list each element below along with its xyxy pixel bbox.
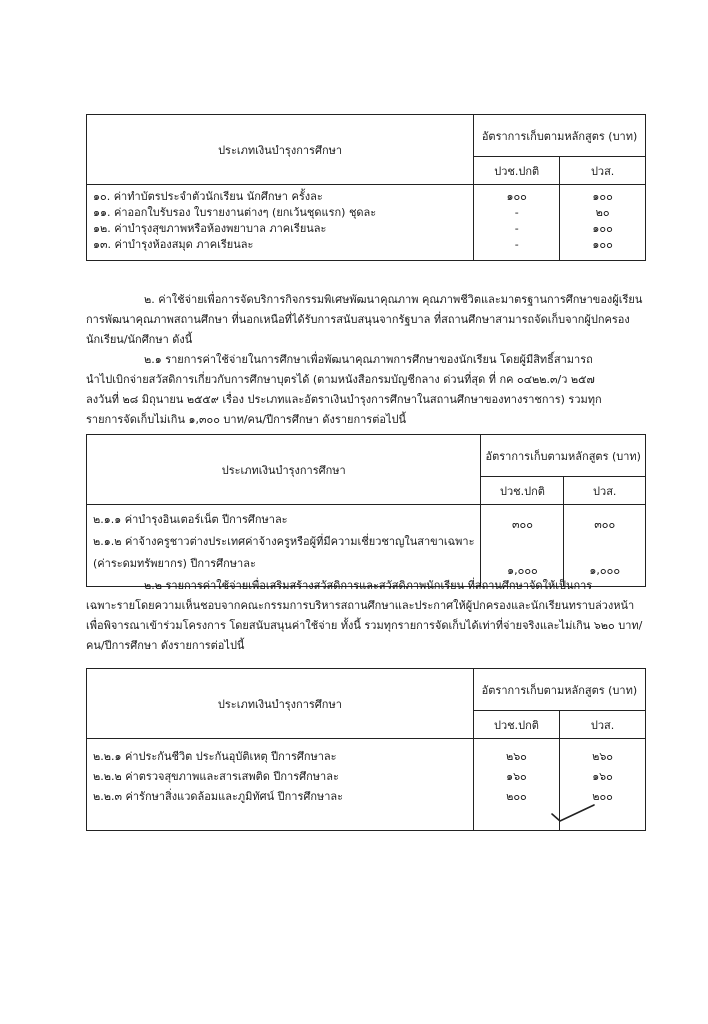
items-cell	[87, 185, 474, 261]
fee-table-1	[86, 114, 646, 261]
value: ๒๖๐	[505, 750, 527, 763]
paragraph-line: นักเรียน/นักศึกษา ดังนี้	[86, 333, 193, 346]
list-item: ๑๐. ค่าทำบัตรประจำตัวนักเรียน นักศึกษา ครั้งละ	[93, 190, 323, 203]
value: ๒๐	[595, 206, 610, 219]
paragraph-line: รายการจัดเก็บไม่เกิน ๑,๓๐๐ บาท/คน/ปีการศึกษา ดังรายการต่อไปนี้	[86, 413, 406, 426]
rate-column-header: อัตราการเก็บตามหลักสูตร (บาท)	[473, 669, 645, 711]
value: ๑๐๐	[592, 238, 613, 251]
paragraph-line: นำไปเบิกจ่ายสวัสดิการเกี่ยวกับการศึกษาบุตรได้ (ตามหนังสือกรมบัญชีกลาง ด่วนที่สุด ที่ กค ๐๔๒๒.๓/ว ๒๕๗	[86, 373, 595, 386]
section-2-paragraph	[86, 290, 646, 350]
paragraph-line: คน/ปีการศึกษา ดังรายการต่อไปนี้	[86, 639, 245, 652]
value: ๑๖๐	[506, 770, 527, 783]
checkmark-icon	[548, 802, 598, 824]
items-cell	[87, 739, 474, 831]
value: -	[514, 222, 519, 235]
pvs-column-header: ปวส.	[560, 711, 646, 739]
list-item: ๒.๑.๑ ค่าบำรุงอินเตอร์เน็ต ปีการศึกษาละ	[93, 513, 288, 526]
value: ๑๐๐	[592, 190, 613, 203]
paragraph-line: ๒.๑ รายการค่าใช้จ่ายในการศึกษาเพื่อพัฒนาคุณภาพการศึกษาของนักเรียน โดยผู้มีสิทธิ์สามารถ	[144, 353, 593, 366]
value: ๑๖๐	[592, 770, 613, 783]
paragraph-line: ๒.๒ รายการค่าใช้จ่ายเพื่อเสริมสร้างสวัสดิการและสวัสดิภาพนักเรียน ที่สถานศึกษาจัดให้เป็นการ	[144, 579, 593, 592]
section-2-2-paragraph	[86, 576, 646, 656]
value: -	[514, 238, 519, 251]
value: ๓๐๐	[511, 518, 533, 531]
pvs-column-header: ปวส.	[560, 157, 646, 185]
list-item: ๑๑. ค่าออกใบรับรอง ใบรายงานต่างๆ (ยกเว้นชุดแรก) ชุดละ	[93, 206, 377, 219]
value: ๒๐๐	[592, 790, 613, 803]
value: ๑๐๐	[592, 222, 613, 235]
normal-values-cell	[473, 739, 559, 831]
list-item: ๒.๒.๒ ค่าตรวจสุขภาพและสารเสพติด ปีการศึกษาละ	[93, 770, 339, 783]
section-2-1-paragraph	[86, 350, 646, 430]
list-item: ๒.๒.๑ ค่าประกันชีวิต ประกันอุบัติเหตุ ปีการศึกษาละ	[93, 750, 337, 763]
normal-column-header: ปวช.ปกติ	[473, 711, 559, 739]
paragraph-line: ลงวันที่ ๒๘ มิถุนายน ๒๕๕๙ เรื่อง ประเภทและอัตราเงินบำรุงการศึกษาในสถานศึกษาของทางราชการ) รวมทุก	[86, 393, 602, 406]
list-item: (ค่าระดมทรัพยากร) ปีการศึกษาละ	[93, 557, 256, 570]
type-column-header: ประเภทเงินบำรุงการศึกษา	[87, 669, 474, 739]
paragraph-line: เฉพาะรายโดยความเห็นชอบจากคณะกรรมการบริหารสถานศึกษาและประกาศให้ผู้ปกครองและนักเรียนทราบล่วงหน้า	[86, 599, 635, 612]
rate-column-header: อัตราการเก็บตามหลักสูตร (บาท)	[481, 435, 646, 477]
value: ๓๐๐	[594, 518, 616, 531]
type-column-header: ประเภทเงินบำรุงการศึกษา	[87, 435, 481, 505]
paragraph-line: เพื่อพิจารณาเข้าร่วมโครงการ โดยสนับสนุนค่าใช้จ่าย ทั้งนี้ รวมทุกรายการจัดเก็บได้เท่าที่จ่ายจริงและไม่เกิน ๖๒๐ บาท/	[86, 619, 643, 632]
pvs-values-cell	[560, 185, 646, 261]
rate-column-header: อัตราการเก็บตามหลักสูตร (บาท)	[474, 115, 646, 157]
items-cell	[87, 505, 481, 587]
value: ๒๐๐	[506, 790, 527, 803]
pvs-values-cell	[564, 505, 646, 587]
value: ๒๖๐	[592, 750, 614, 763]
type-column-header: ประเภทเงินบำรุงการศึกษา	[87, 115, 474, 185]
list-item: ๑๒. ค่าบำรุงสุขภาพหรือห้องพยาบาล ภาคเรียนละ	[93, 222, 327, 235]
list-item: ๒.๒.๓ ค่ารักษาสิ่งแวดล้อมและภูมิทัศน์ ปีการศึกษาละ	[93, 790, 344, 803]
value: ๑๐๐	[506, 190, 527, 203]
value: ๑,๐๐๐	[589, 564, 621, 577]
value: -	[514, 206, 519, 219]
list-item: ๒.๑.๒ ค่าจ้างครูชาวต่างประเทศค่าจ้างครูหรือผู้ที่มีความเชี่ยวชาญในสาขาเฉพาะ	[93, 535, 475, 548]
paragraph-line: การพัฒนาคุณภาพสถานศึกษา ที่นอกเหนือที่ได้รับการสนับสนุนจากรัฐบาล ที่สถานศึกษาสามารถจัดเก็บจากผู้ปกครอง	[86, 313, 630, 326]
paragraph-line: ๒. ค่าใช้จ่ายเพื่อการจัดบริการกิจกรรมพิเศษพัฒนาคุณภาพ คุณภาพชีวิตและมาตรฐานการศึกษาของผู้เรียน	[144, 293, 643, 306]
normal-values-cell	[474, 185, 560, 261]
normal-values-cell	[481, 505, 564, 587]
fee-table-2	[86, 434, 646, 587]
normal-column-header: ปวช.ปกติ	[481, 477, 564, 505]
value: ๑,๐๐๐	[507, 564, 538, 577]
pvs-column-header: ปวส.	[564, 477, 646, 505]
normal-column-header: ปวช.ปกติ	[474, 157, 560, 185]
list-item: ๑๓. ค่าบำรุงห้องสมุด ภาคเรียนละ	[93, 238, 254, 251]
